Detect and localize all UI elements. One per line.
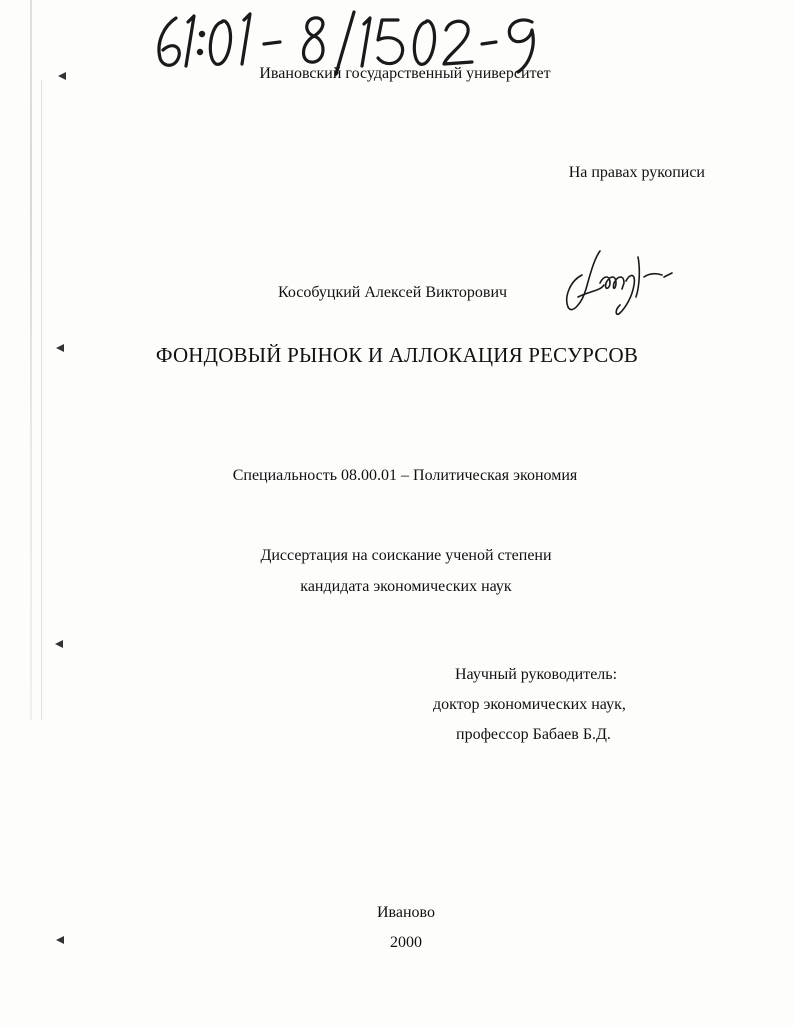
specialty-line: Специальность 08.00.01 – Политическая экономия	[232, 467, 578, 484]
rights-note: На правах рукописи	[568, 164, 705, 181]
university-name: Ивановский государственный университет	[259, 65, 551, 82]
author-signature	[560, 245, 680, 320]
supervisor-name: профессор Бабаев Б.Д.	[456, 726, 611, 743]
year: 2000	[390, 934, 422, 951]
author-name: Кособуцкий Алексей Викторович	[278, 284, 508, 301]
dissertation-degree-line1: Диссертация на соискание ученой степени	[260, 547, 552, 564]
dissertation-degree-line2: кандидата экономических наук	[300, 578, 512, 595]
binding-mark-icon	[55, 640, 63, 648]
city: Иваново	[376, 904, 435, 921]
scan-edge-line	[41, 80, 42, 720]
supervisor-label: Научный руководитель:	[455, 666, 618, 683]
dissertation-title: ФОНДОВЫЙ РЫНОК И АЛЛОКАЦИЯ РЕСУРСОВ	[155, 343, 639, 367]
supervisor-degree: доктор экономических наук,	[433, 696, 626, 713]
